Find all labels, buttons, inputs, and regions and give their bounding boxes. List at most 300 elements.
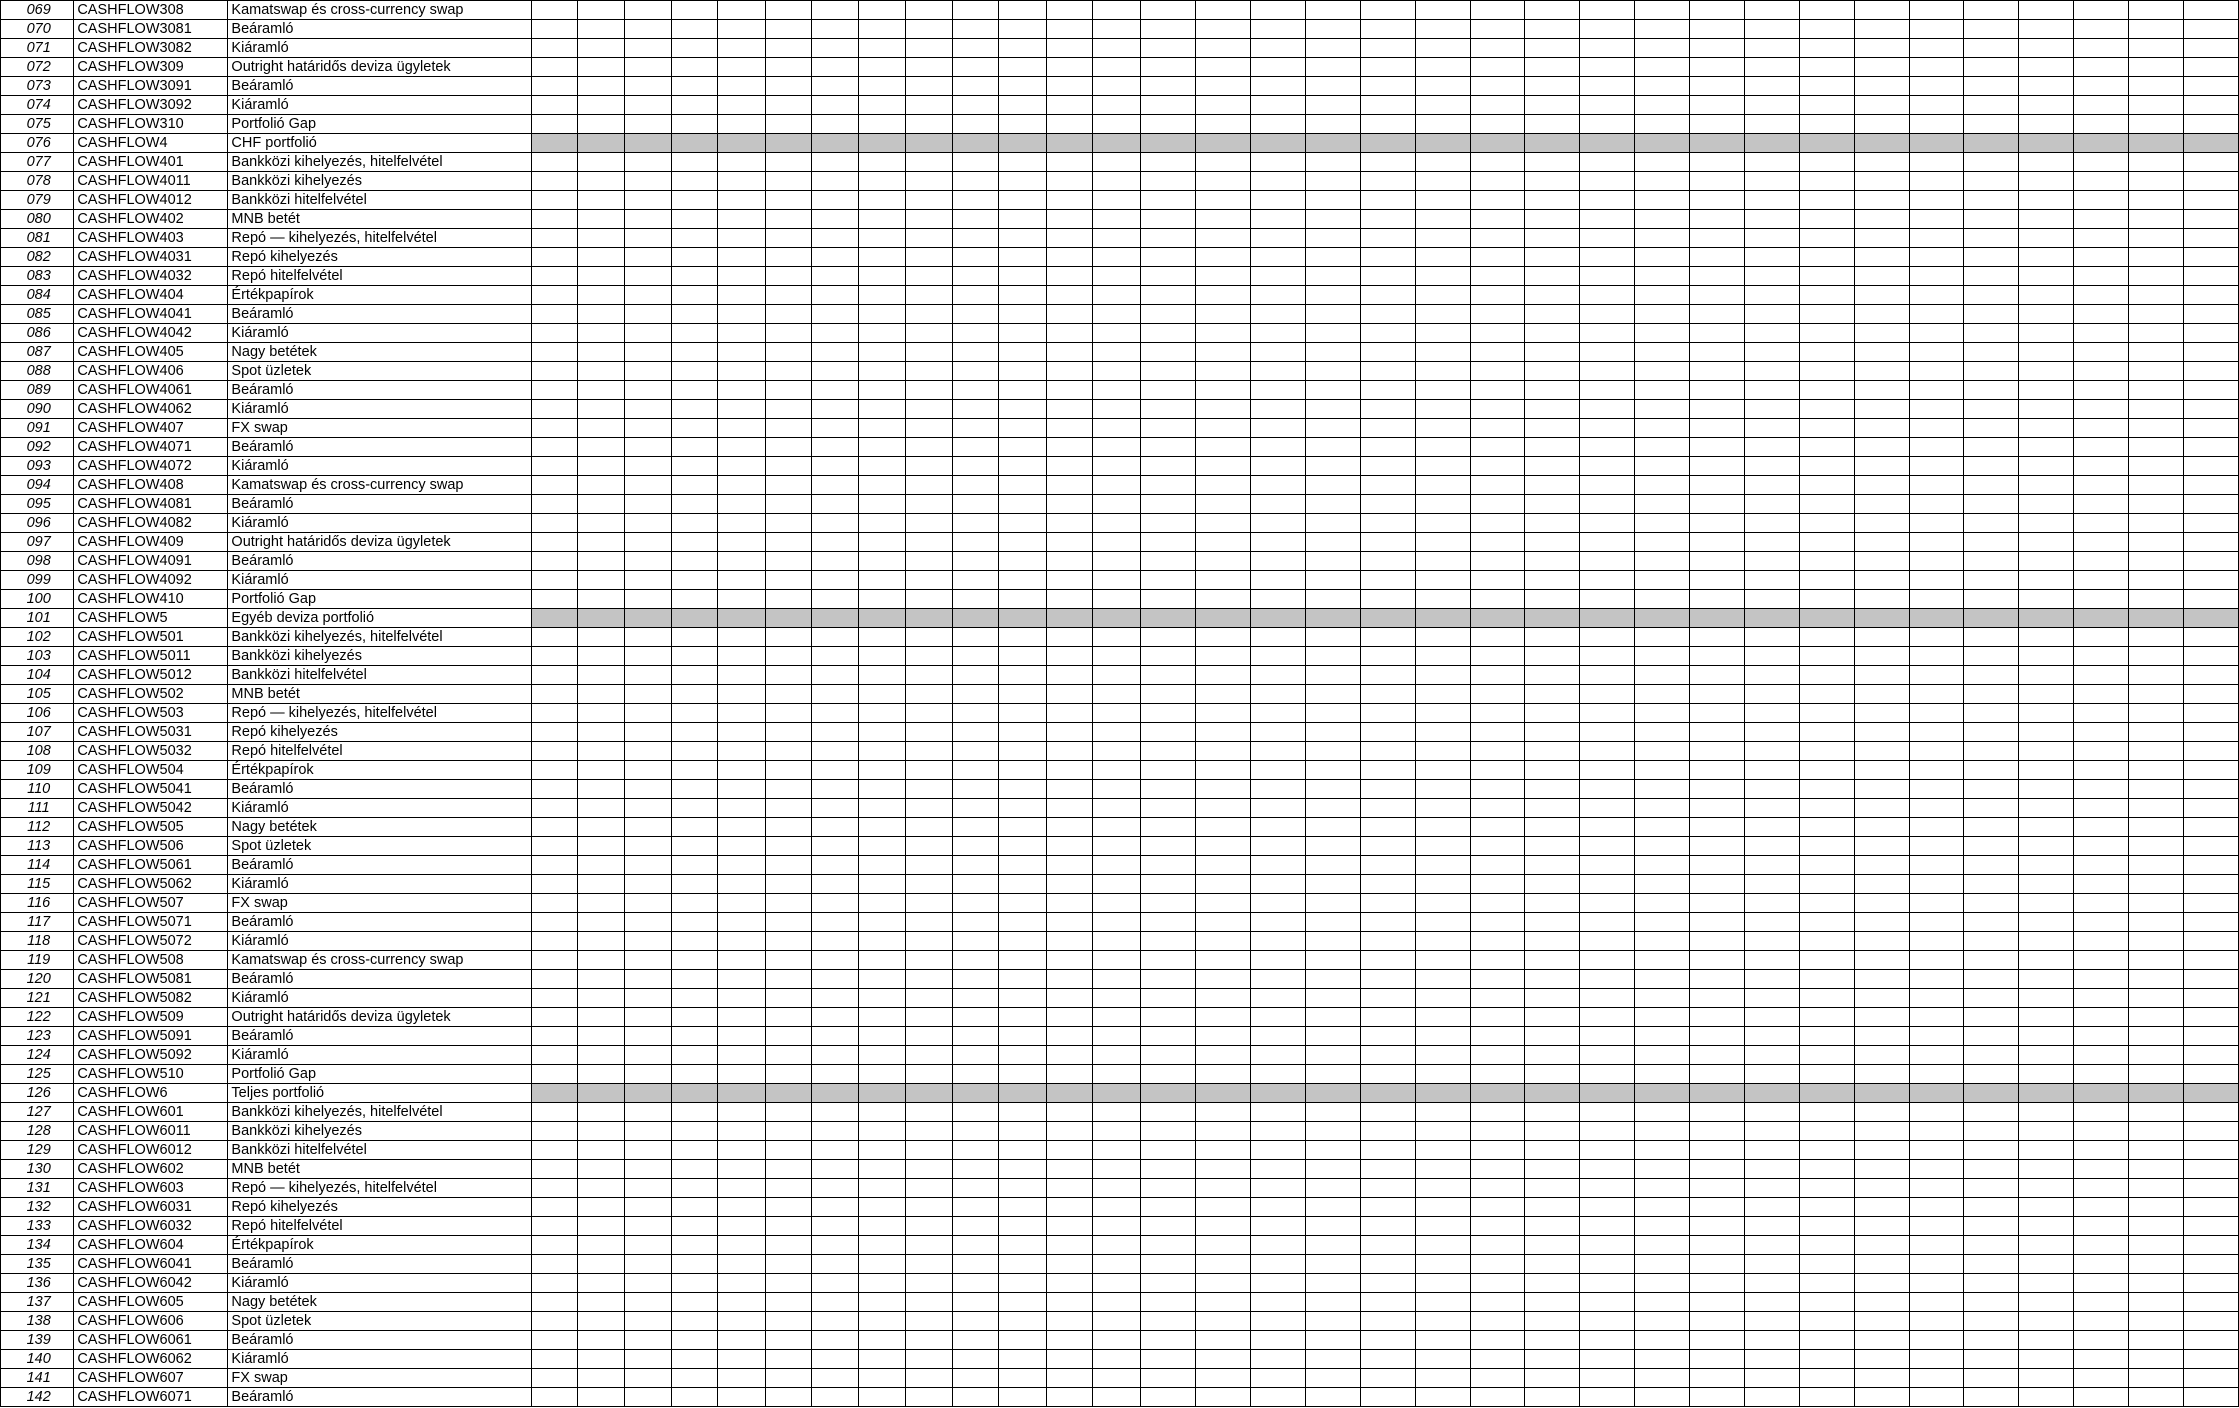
data-cell [999, 438, 1046, 457]
data-cell [1141, 514, 1196, 533]
row-code: CASHFLOW5011 [74, 647, 228, 666]
data-cell [1306, 628, 1361, 647]
data-cell [1799, 191, 1854, 210]
data-cell [1525, 191, 1580, 210]
data-cell [999, 666, 1046, 685]
data-cell [1415, 1103, 1470, 1122]
data-cell [2183, 1141, 2238, 1160]
data-cell [625, 704, 672, 723]
data-cell [531, 476, 578, 495]
data-cell [671, 837, 718, 856]
data-cell [906, 1008, 953, 1027]
data-cell [999, 989, 1046, 1008]
row-number: 133 [1, 1217, 74, 1236]
data-cell [1690, 590, 1745, 609]
data-cell [1141, 799, 1196, 818]
data-cell [2128, 400, 2183, 419]
data-cell [1799, 723, 1854, 742]
data-cell [1799, 267, 1854, 286]
data-cell [1580, 1141, 1635, 1160]
data-cell [1744, 970, 1799, 989]
data-cell [1635, 875, 1690, 894]
data-cell [906, 115, 953, 134]
data-cell [952, 400, 999, 419]
data-cell [1744, 39, 1799, 58]
data-cell [1744, 153, 1799, 172]
data-cell [671, 305, 718, 324]
data-cell [1415, 58, 1470, 77]
data-cell [1360, 1350, 1415, 1369]
data-cell [906, 1, 953, 20]
data-cell [1141, 1274, 1196, 1293]
table-row [1, 96, 2239, 115]
data-cell [812, 609, 859, 628]
data-cell [1415, 628, 1470, 647]
data-cell [952, 1198, 999, 1217]
data-cell [1525, 932, 1580, 951]
data-cell [2074, 1369, 2129, 1388]
data-cell [858, 913, 905, 932]
data-cell [952, 989, 999, 1008]
table-row [1, 1160, 2239, 1179]
data-cell [1964, 837, 2019, 856]
data-cell [1046, 248, 1093, 267]
data-cell [1525, 818, 1580, 837]
data-cell [2128, 210, 2183, 229]
data-cell [718, 1350, 765, 1369]
table-row [1, 1065, 2239, 1084]
data-cell [1525, 58, 1580, 77]
data-cell [531, 96, 578, 115]
data-cell [531, 628, 578, 647]
data-cell [1306, 799, 1361, 818]
data-cell [2074, 970, 2129, 989]
data-cell [625, 932, 672, 951]
data-cell [1964, 609, 2019, 628]
data-cell [1046, 1141, 1093, 1160]
data-cell [671, 20, 718, 39]
data-cell [1635, 305, 1690, 324]
data-cell [1415, 894, 1470, 913]
table-row [1, 153, 2239, 172]
data-cell [2019, 685, 2074, 704]
data-cell [1964, 286, 2019, 305]
data-cell [625, 1179, 672, 1198]
data-cell [906, 1236, 953, 1255]
data-cell [2183, 1217, 2238, 1236]
data-cell [1744, 20, 1799, 39]
data-cell [578, 761, 625, 780]
data-cell [1964, 514, 2019, 533]
data-cell [625, 172, 672, 191]
row-number: 083 [1, 267, 74, 286]
data-cell [1854, 1103, 1909, 1122]
data-cell [625, 419, 672, 438]
data-cell [1093, 837, 1141, 856]
data-cell [952, 628, 999, 647]
data-cell [1690, 1141, 1745, 1160]
data-cell [1964, 1008, 2019, 1027]
row-code: CASHFLOW6032 [74, 1217, 228, 1236]
data-cell [1744, 1141, 1799, 1160]
data-cell [1360, 457, 1415, 476]
data-cell [1046, 324, 1093, 343]
data-cell [2183, 1160, 2238, 1179]
data-cell [1470, 39, 1525, 58]
data-cell [2074, 1217, 2129, 1236]
data-cell [1470, 1103, 1525, 1122]
data-cell [765, 1065, 812, 1084]
data-cell [1909, 761, 1964, 780]
data-cell [671, 875, 718, 894]
data-cell [1251, 609, 1306, 628]
row-number: 075 [1, 115, 74, 134]
data-cell [531, 400, 578, 419]
data-cell [765, 894, 812, 913]
data-cell [1909, 457, 1964, 476]
data-cell [1415, 1027, 1470, 1046]
data-cell [765, 989, 812, 1008]
data-cell [1196, 20, 1251, 39]
row-description: Kiáramló [228, 1046, 532, 1065]
data-cell [1525, 77, 1580, 96]
data-cell [625, 77, 672, 96]
data-cell [1360, 875, 1415, 894]
data-cell [1909, 419, 1964, 438]
row-code: CASHFLOW4012 [74, 191, 228, 210]
data-cell [1251, 1046, 1306, 1065]
row-code: CASHFLOW5031 [74, 723, 228, 742]
data-cell [531, 590, 578, 609]
table-row [1, 533, 2239, 552]
row-description: Bankközi kihelyezés [228, 647, 532, 666]
data-cell [2019, 951, 2074, 970]
row-description: Kiáramló [228, 875, 532, 894]
data-cell [578, 1084, 625, 1103]
data-cell [858, 875, 905, 894]
data-cell [718, 533, 765, 552]
data-cell [858, 666, 905, 685]
data-cell [1360, 1141, 1415, 1160]
data-cell [531, 837, 578, 856]
data-cell [999, 609, 1046, 628]
data-cell [812, 39, 859, 58]
table-row [1, 723, 2239, 742]
data-cell [1470, 324, 1525, 343]
data-cell [952, 286, 999, 305]
data-cell [1251, 134, 1306, 153]
data-cell [1690, 476, 1745, 495]
data-cell [1580, 666, 1635, 685]
data-cell [1251, 229, 1306, 248]
data-cell [1141, 533, 1196, 552]
data-cell [1909, 1369, 1964, 1388]
data-cell [858, 1274, 905, 1293]
data-cell [1635, 1198, 1690, 1217]
data-cell [765, 837, 812, 856]
data-cell [1251, 286, 1306, 305]
data-cell [1306, 609, 1361, 628]
row-number: 076 [1, 134, 74, 153]
row-number: 140 [1, 1350, 74, 1369]
data-cell [1360, 438, 1415, 457]
data-cell [578, 552, 625, 571]
data-cell [1799, 438, 1854, 457]
data-cell [1964, 1350, 2019, 1369]
data-cell [1525, 438, 1580, 457]
data-cell [906, 1103, 953, 1122]
data-cell [1046, 58, 1093, 77]
data-cell [1251, 419, 1306, 438]
data-cell [765, 818, 812, 837]
data-cell [1360, 1179, 1415, 1198]
data-cell [999, 153, 1046, 172]
data-cell [765, 1122, 812, 1141]
data-cell [952, 951, 999, 970]
row-description: Repó — kihelyezés, hitelfelvétel [228, 229, 532, 248]
data-cell [1799, 77, 1854, 96]
data-cell [2074, 1236, 2129, 1255]
data-cell [1690, 1198, 1745, 1217]
data-cell [1046, 1103, 1093, 1122]
data-cell [2183, 913, 2238, 932]
data-cell [1306, 1312, 1361, 1331]
data-cell [1690, 685, 1745, 704]
data-cell [1415, 362, 1470, 381]
data-cell [1360, 39, 1415, 58]
data-cell [906, 305, 953, 324]
data-cell [625, 400, 672, 419]
data-cell [1635, 647, 1690, 666]
data-cell [718, 96, 765, 115]
data-cell [1854, 1312, 1909, 1331]
data-cell [2074, 476, 2129, 495]
data-cell [1909, 514, 1964, 533]
data-cell [1635, 20, 1690, 39]
data-cell [1196, 875, 1251, 894]
data-cell [1635, 248, 1690, 267]
data-cell [765, 647, 812, 666]
data-cell [1093, 590, 1141, 609]
data-cell [1093, 1065, 1141, 1084]
data-cell [812, 1312, 859, 1331]
data-cell [906, 552, 953, 571]
data-cell [671, 96, 718, 115]
row-number: 105 [1, 685, 74, 704]
data-cell [1196, 153, 1251, 172]
row-description: Repó kihelyezés [228, 1198, 532, 1217]
data-cell [1306, 780, 1361, 799]
data-cell [625, 305, 672, 324]
data-cell [625, 1388, 672, 1407]
row-description: Bankközi kihelyezés [228, 1122, 532, 1141]
data-cell [1525, 1160, 1580, 1179]
data-cell [812, 1369, 859, 1388]
row-code: CASHFLOW505 [74, 818, 228, 837]
data-cell [578, 609, 625, 628]
data-cell [1093, 362, 1141, 381]
data-cell [1525, 1331, 1580, 1350]
row-number: 106 [1, 704, 74, 723]
data-cell [2128, 1274, 2183, 1293]
data-cell [531, 457, 578, 476]
data-cell [906, 381, 953, 400]
data-cell [1854, 1369, 1909, 1388]
data-cell [1744, 685, 1799, 704]
data-cell [1306, 1065, 1361, 1084]
data-cell [578, 362, 625, 381]
data-cell [1306, 1103, 1361, 1122]
data-cell [1799, 875, 1854, 894]
data-cell [718, 191, 765, 210]
data-cell [1690, 666, 1745, 685]
data-cell [2019, 761, 2074, 780]
data-cell [1141, 666, 1196, 685]
data-cell [1854, 1331, 1909, 1350]
data-cell [1360, 1217, 1415, 1236]
data-cell [1470, 400, 1525, 419]
data-cell [1744, 248, 1799, 267]
data-cell [1580, 191, 1635, 210]
row-number: 078 [1, 172, 74, 191]
data-cell [1525, 267, 1580, 286]
data-cell [1470, 1027, 1525, 1046]
data-cell [2074, 571, 2129, 590]
data-cell [1093, 799, 1141, 818]
data-cell [2128, 248, 2183, 267]
data-cell [1046, 1122, 1093, 1141]
data-cell [858, 495, 905, 514]
data-cell [999, 495, 1046, 514]
data-cell [952, 913, 999, 932]
data-cell [765, 229, 812, 248]
data-cell [952, 210, 999, 229]
data-cell [2183, 20, 2238, 39]
data-cell [765, 286, 812, 305]
data-cell [1964, 419, 2019, 438]
data-cell [1470, 989, 1525, 1008]
data-cell [2074, 609, 2129, 628]
data-cell [1196, 381, 1251, 400]
data-cell [1909, 1027, 1964, 1046]
data-cell [906, 1388, 953, 1407]
row-description: Nagy betétek [228, 818, 532, 837]
row-code: CASHFLOW403 [74, 229, 228, 248]
data-cell [1196, 761, 1251, 780]
data-cell [1470, 1331, 1525, 1350]
data-cell [2019, 96, 2074, 115]
data-cell [1744, 1122, 1799, 1141]
row-number: 130 [1, 1160, 74, 1179]
data-cell [625, 514, 672, 533]
row-description: Bankközi hitelfelvétel [228, 666, 532, 685]
data-cell [2074, 1141, 2129, 1160]
data-cell [1854, 172, 1909, 191]
data-cell [2019, 1046, 2074, 1065]
data-cell [1141, 1312, 1196, 1331]
data-cell [671, 666, 718, 685]
data-cell [765, 381, 812, 400]
row-description: Kamatswap és cross-currency swap [228, 476, 532, 495]
data-cell [999, 533, 1046, 552]
data-cell [531, 58, 578, 77]
data-cell [1964, 666, 2019, 685]
data-cell [671, 343, 718, 362]
data-cell [1360, 1236, 1415, 1255]
data-cell [671, 1217, 718, 1236]
data-cell [1251, 628, 1306, 647]
data-cell [812, 1388, 859, 1407]
data-cell [1690, 1008, 1745, 1027]
data-cell [671, 761, 718, 780]
data-cell [1909, 704, 1964, 723]
table-row [1, 343, 2239, 362]
data-cell [1360, 1, 1415, 20]
data-cell [1360, 856, 1415, 875]
data-cell [1046, 742, 1093, 761]
data-cell [1525, 666, 1580, 685]
data-cell [999, 571, 1046, 590]
data-cell [765, 77, 812, 96]
data-cell [1799, 286, 1854, 305]
data-cell [1470, 1312, 1525, 1331]
data-cell [765, 1312, 812, 1331]
data-cell [1580, 343, 1635, 362]
data-cell [2074, 1008, 2129, 1027]
data-cell [1046, 210, 1093, 229]
data-cell [2019, 77, 2074, 96]
table-row [1, 476, 2239, 495]
data-cell [1196, 362, 1251, 381]
data-cell [1690, 229, 1745, 248]
data-cell [2183, 1369, 2238, 1388]
data-cell [531, 856, 578, 875]
data-cell [1470, 970, 1525, 989]
data-cell [952, 723, 999, 742]
data-cell [1141, 932, 1196, 951]
data-cell [2183, 837, 2238, 856]
data-cell [1141, 704, 1196, 723]
data-cell [1141, 96, 1196, 115]
data-cell [952, 799, 999, 818]
data-cell [531, 362, 578, 381]
row-description: Portfolió Gap [228, 115, 532, 134]
table-row [1, 1008, 2239, 1027]
data-cell [1093, 438, 1141, 457]
data-cell [1635, 210, 1690, 229]
data-cell [999, 951, 1046, 970]
data-cell [906, 248, 953, 267]
data-cell [531, 666, 578, 685]
data-cell [765, 704, 812, 723]
row-number: 137 [1, 1293, 74, 1312]
row-description: Értékpapírok [228, 1236, 532, 1255]
data-cell [625, 1274, 672, 1293]
data-cell [999, 1217, 1046, 1236]
data-cell [2183, 153, 2238, 172]
data-cell [1580, 1, 1635, 20]
data-cell [1306, 58, 1361, 77]
data-cell [1964, 1312, 2019, 1331]
data-cell [1854, 761, 1909, 780]
data-cell [1909, 1122, 1964, 1141]
data-cell [1093, 951, 1141, 970]
data-cell [858, 723, 905, 742]
row-code: CASHFLOW406 [74, 362, 228, 381]
data-cell [625, 495, 672, 514]
data-cell [625, 115, 672, 134]
data-cell [765, 324, 812, 343]
